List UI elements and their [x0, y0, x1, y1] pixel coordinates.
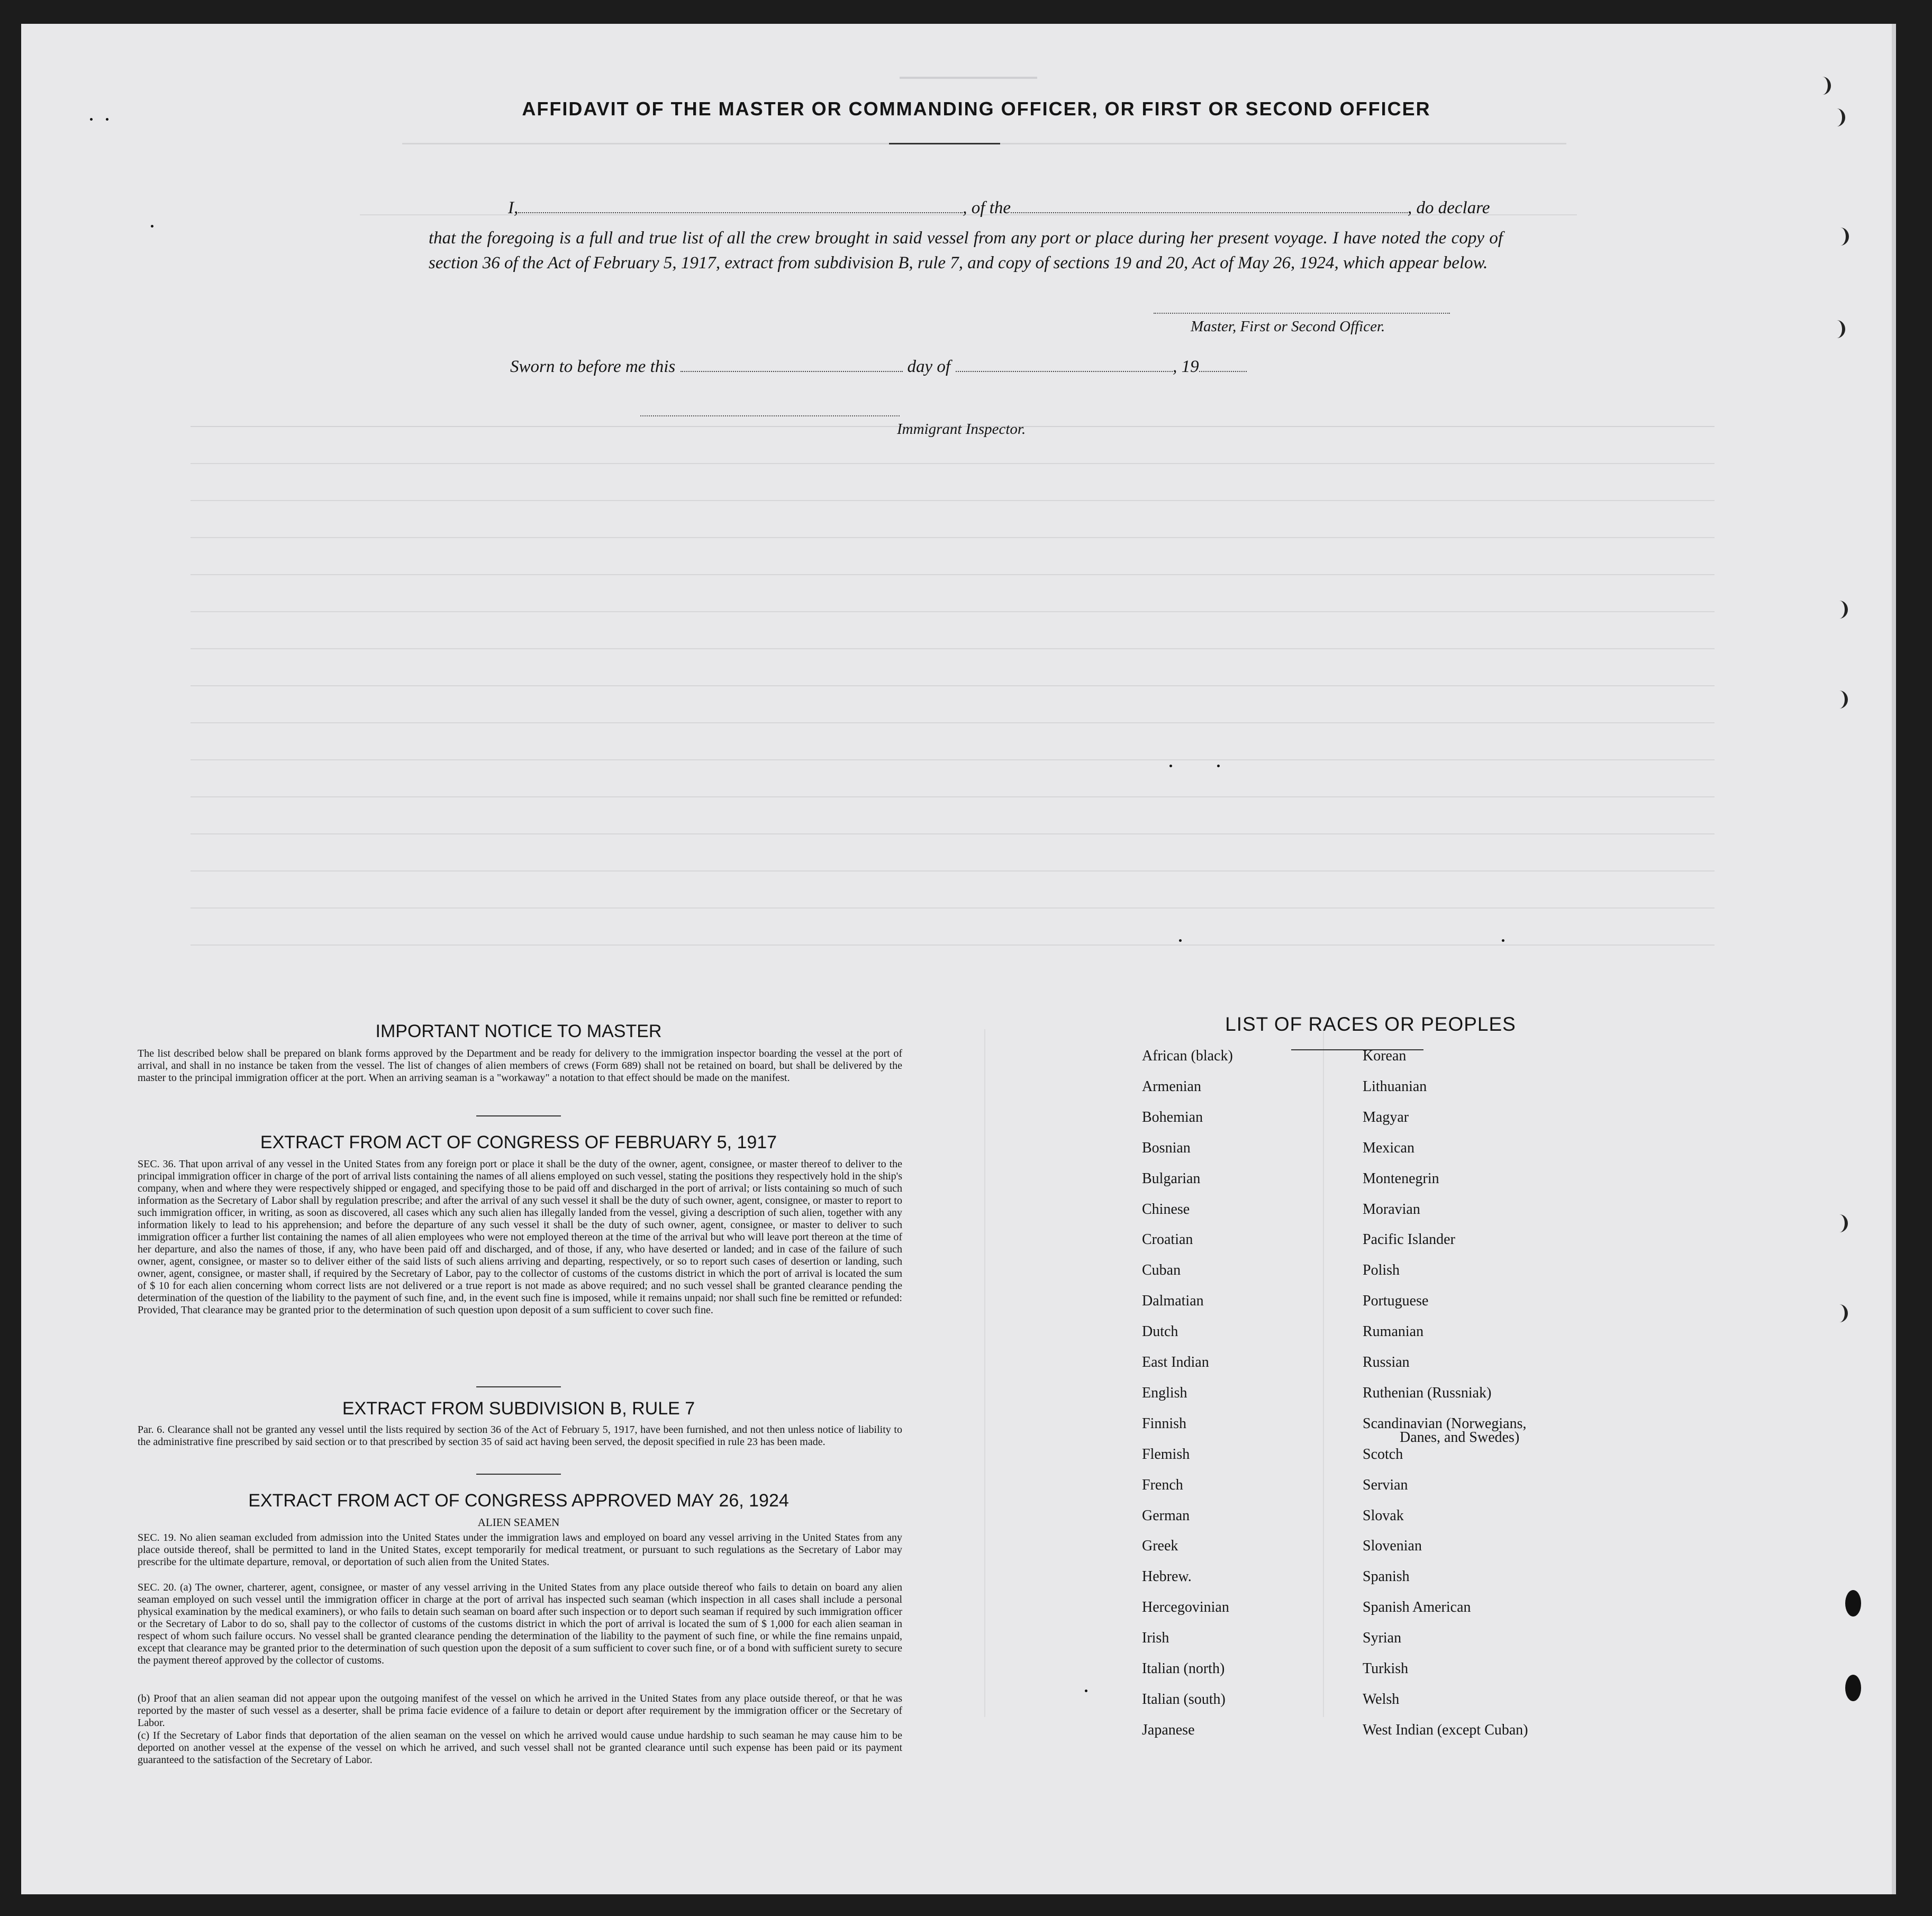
race-item: English — [1142, 1384, 1187, 1401]
ink-speck — [1502, 939, 1504, 942]
race-item: Scandinavian (Norwegians, — [1363, 1415, 1527, 1432]
sec19-body: SEC. 19. No alien seaman excluded from admission into the United States under the immigration laws and employed on board any vessel arriving in the United States from any place outside thereof, shall be permitted to land in the United States, except temporarily for medical treatment, or pursuant to such regulations as the Secretary of Labor may prescribe for the ultimate departure, removal, or deportation of such alien from the United States. — [138, 1532, 902, 1568]
race-item: Italian (north) — [1142, 1660, 1225, 1677]
vessel-blank[interactable] — [1011, 212, 1408, 213]
race-item: Rumanian — [1363, 1323, 1424, 1340]
extract-1917-body: SEC. 36. That upon arrival of any vessel in the United States from any foreign port or place it shall be the duty of the owner, agent, consignee, or master thereof to deliver to the principal immigration officer in charge of the port of arrival lists containing the names of all aliens employed on such vessel, stating the positions they respectively hold in the ship's company, when and where they were respectively shipped or engaged, and specifying those to be paid off and discharged in the port of arrival; or lists containing so much of such information as the Secretary of Labor shall by regulation prescribe; and after the arrival of any such vessel it shall be the duty of such owner, agent, consignee, or master to report to such immigration officer, in writing, as soon as discovered, all cases which any such alien has illegally landed from the vessel, giving a description of such alien, together with any information likely to lead to his apprehension; and before the departure of any such vessel it shall be the duty of such owner, agent, consignee, or master to deliver to such immigration officer a further list containing the names of all alien employees who were not employed thereon at the time of the arrival but who will leave port thereon at the time of her departure, and also the names of those, if any, who have been paid off and discharged, and of those, if any, who have deserted or landed; and in case of the failure of such owner, agent, consignee, or master so to deliver either of the said lists of such aliens arriving and departing, respectively, or so to report such cases of desertion or landing, such owner, agent, consignee, or master shall, if required by the Secretary of Labor, pay to the collector of customs of the customs district in which the port of arrival is located the sum of $ 10 for each alien concerning whom correct lists are not delivered or a true report is not made as above required; and no such vessel shall be granted clearance pending the determination of the question of the liability to the payment of such fine, and, in the event such fine is imposed, while it remains unpaid; nor shall such fine be remitted or refunded: Provided, That clearance may be granted prior to the determination of such question upon deposit of a sum sufficient to cover such fine. — [138, 1158, 902, 1316]
do-declare-label: , do declare — [1407, 198, 1490, 217]
race-item: Scotch — [1363, 1446, 1403, 1463]
declaration-line — [508, 198, 1490, 218]
race-item: East Indian — [1142, 1354, 1209, 1370]
race-item: Turkish — [1363, 1660, 1409, 1677]
race-item: Russian — [1363, 1354, 1410, 1370]
race-item: Italian (south) — [1142, 1691, 1226, 1708]
ink-speck — [1085, 1690, 1087, 1692]
race-item: Chinese — [1142, 1201, 1190, 1218]
binder-hole — [1845, 1675, 1861, 1701]
race-item: Moravian — [1363, 1201, 1420, 1218]
race-item: Spanish — [1363, 1568, 1410, 1585]
race-item: Japanese — [1142, 1721, 1195, 1738]
sworn-line — [510, 357, 1247, 377]
ink-speck — [1179, 939, 1182, 942]
race-item: Bohemian — [1142, 1109, 1203, 1125]
title-underline — [889, 143, 1000, 144]
race-item: Magyar — [1363, 1109, 1409, 1125]
binder-hole — [1831, 601, 1848, 619]
notice-title: IMPORTANT NOTICE TO MASTER — [375, 1021, 662, 1041]
race-item: Danes, and Swedes) — [1400, 1429, 1520, 1446]
race-item: Welsh — [1363, 1691, 1400, 1708]
extract-1924-title: EXTRACT FROM ACT OF CONGRESS APPROVED MAY 26, 1924 — [248, 1491, 789, 1511]
race-item: Slovak — [1363, 1507, 1404, 1524]
race-item: African (black) — [1142, 1048, 1233, 1064]
sworn-day-blank[interactable] — [681, 371, 903, 372]
race-item: Dalmatian — [1142, 1293, 1204, 1310]
extract-rule7-title: EXTRACT FROM SUBDIVISION B, RULE 7 — [342, 1399, 695, 1419]
extract-rule7-body: Par. 6. Clearance shall not be granted any vessel until the lists required by section 36 of the Act of February 5, 1917, have been furnished, and not then unless notice of liability to the administrative fine prescribed by said section or to that prescribed by section 35 of said act having been served, the deposit specified in rule 23 has been made. — [138, 1424, 902, 1448]
binder-hole — [1831, 1304, 1848, 1322]
binder-hole — [1845, 1590, 1861, 1617]
ink-speck — [90, 118, 93, 121]
race-item: Bosnian — [1142, 1139, 1191, 1156]
day-of-label: day of — [907, 357, 951, 376]
binder-hole — [1831, 691, 1848, 709]
affidavit-title: AFFIDAVIT OF THE MASTER OR COMMANDING OFFICER, OR FIRST OR SECOND OFFICER — [522, 98, 1431, 120]
name-blank[interactable] — [518, 212, 963, 213]
race-item: Ruthenian (Russniak) — [1363, 1384, 1492, 1401]
binder-hole — [1831, 1214, 1848, 1232]
race-item: German — [1142, 1507, 1190, 1524]
sworn-label: Sworn to before me this — [510, 357, 676, 376]
race-item: Armenian — [1142, 1078, 1201, 1095]
inspector-signature-line[interactable] — [640, 415, 900, 416]
document-page — [21, 24, 1896, 1894]
race-item: Bulgarian — [1142, 1170, 1201, 1187]
race-item: Slovenian — [1363, 1538, 1422, 1555]
divider — [476, 1474, 561, 1475]
race-item: Portuguese — [1363, 1293, 1429, 1310]
race-item: Servian — [1363, 1476, 1408, 1493]
declaration-body: that the foregoing is a full and true list of all the crew brought in said vessel from any port or place during her present voyage. I have noted the copy of section 36 of the Act of February 5, 1917, extract from subdivision B, rule 7, and copy of sections 19 and 20, Act of May 26, 1924, which appear below. — [429, 229, 1503, 273]
inspector-label: Immigrant Inspector. — [897, 421, 1026, 438]
race-item: Polish — [1363, 1262, 1400, 1279]
sec20a-body: SEC. 20. (a) The owner, charterer, agent, consignee, or master of any vessel arriving in the United States from any place outside thereof who fails to detain on board any alien seaman employed on such vessel until the immigration officer in charge at the port of arrival has inspected such seaman (which inspection in all cases shall include a personal physical examination by the medical examiners), or who fails to detain such seaman on board after such inspection or to deport such seaman if required by such immigration officer or the Secretary of Labor to do so, shall pay to the collector of customs of the customs district in which the port of arrival is located the sum of $ 1,000 for each alien seaman in respect of whom such failure occurs. No vessel shall be granted clearance pending the determination of the liability to the payment of such fine, or while the fine remains unpaid, except that clearance may be granted prior to the determination of such question upon the deposit of a sum sufficient to cover such fine, or of a bond with sufficient surety to secure the payment thereof approved by the collector of customs. — [138, 1582, 902, 1666]
master-signature-label: Master, First or Second Officer. — [1191, 318, 1385, 335]
race-item: Mexican — [1363, 1139, 1414, 1156]
race-item: French — [1142, 1476, 1183, 1493]
race-item: Korean — [1363, 1048, 1407, 1064]
race-item: West Indian (except Cuban) — [1363, 1721, 1528, 1738]
sec20c-body: (c) If the Secretary of Labor finds that deportation of the alien seaman on the vessel on which he arrived would cause undue hardship to such seaman he may cause him to be deported on another vessel at the expense of the vessel on which he arrived, and such vessel shall not be granted clearance until such expense has been paid or its payment guaranteed to the satisfaction of the Secretary of Labor. — [138, 1730, 902, 1766]
race-item: Greek — [1142, 1538, 1178, 1555]
year-label: , 19 — [1173, 357, 1199, 376]
i-label: I, — [508, 198, 519, 217]
race-item: Croatian — [1142, 1231, 1193, 1248]
divider — [476, 1386, 561, 1387]
race-item: Hercegovinian — [1142, 1599, 1229, 1616]
binder-hole — [1814, 77, 1831, 95]
race-item: Lithuanian — [1363, 1078, 1427, 1095]
race-item: Hebrew. — [1142, 1568, 1192, 1585]
master-signature-line[interactable] — [1154, 313, 1450, 314]
race-item: Irish — [1142, 1630, 1169, 1647]
extract-1924-subtitle: ALIEN SEAMEN — [477, 1516, 560, 1529]
ink-speck — [151, 225, 153, 228]
race-item: Finnish — [1142, 1415, 1187, 1432]
race-item: Pacific Islander — [1363, 1231, 1455, 1248]
binder-hole — [1832, 228, 1849, 246]
of-the-label: , of the — [963, 198, 1011, 217]
race-item: Syrian — [1363, 1630, 1402, 1647]
ink-speck — [106, 118, 108, 121]
ink-speck — [1169, 765, 1172, 767]
race-item: Flemish — [1142, 1446, 1190, 1463]
races-title: LIST OF RACES OR PEOPLES — [1225, 1013, 1516, 1035]
divider — [476, 1115, 561, 1116]
ink-speck — [1217, 765, 1220, 767]
race-item: Spanish American — [1363, 1599, 1471, 1616]
sworn-month-blank[interactable] — [956, 371, 1173, 372]
race-item: Cuban — [1142, 1262, 1181, 1279]
sworn-year-blank[interactable] — [1199, 371, 1247, 372]
binder-hole — [1828, 320, 1845, 338]
notice-body: The list described below shall be prepared on blank forms approved by the Department and be ready for delivery to the immigration inspector boarding the vessel at the port of arrival, and shall in no instance be taken from the vessel. The list of changes of alien members of crews (Form 689) shall not be retained on board, but shall be delivered by the master to the principal immigration officer at the port. When an arriving seaman is a "workaway" a notation to that effect should be made on the manifest. — [138, 1048, 902, 1084]
race-item: Montenegrin — [1363, 1170, 1439, 1187]
extract-1917-title: EXTRACT FROM ACT OF CONGRESS OF FEBRUARY 5, 1917 — [260, 1132, 777, 1152]
sec20b-body: (b) Proof that an alien seaman did not appear upon the outgoing manifest of the vessel on which he arrived in the United States from any place outside thereof, or that he was reported by the master of such vessel as a deserter, shall be prima facie evidence of a failure to detain or deport after requirement by the immigration officer or the Secretary of Labor. — [138, 1693, 902, 1729]
race-item: Dutch — [1142, 1323, 1178, 1340]
binder-hole — [1828, 108, 1845, 126]
